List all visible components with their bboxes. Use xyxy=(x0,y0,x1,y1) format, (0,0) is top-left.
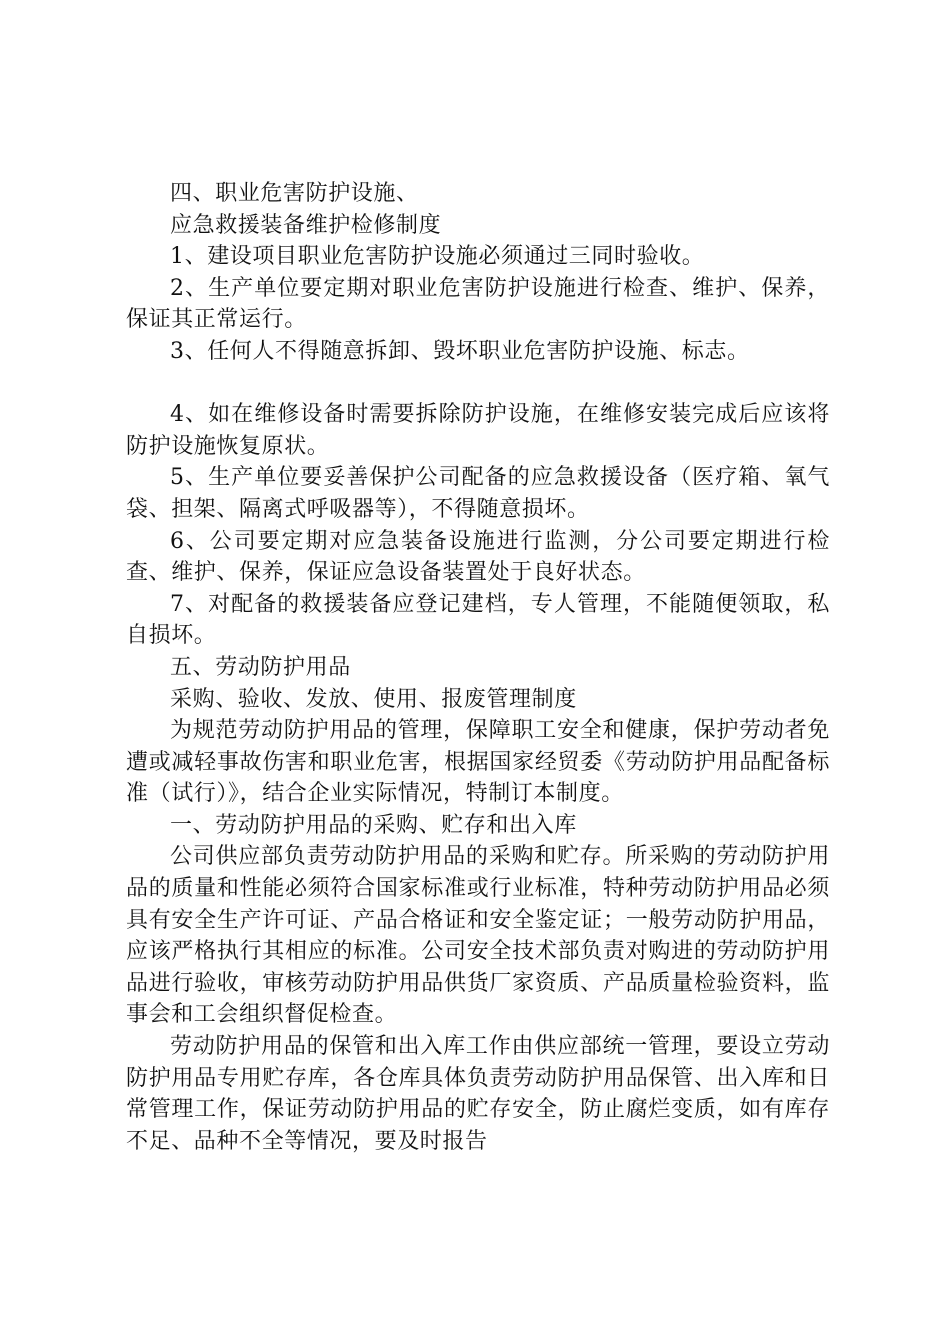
paragraph: 3、任何人不得随意拆卸、毁坏职业危害防护设施、标志。 xyxy=(170,338,750,364)
paragraph: 7、对配备的救援装备应登记建档，专人管理，不能随便领取，私自损坏。 xyxy=(126,591,830,649)
subsection-heading: 一、劳动防护用品的采购、贮存和出入库 xyxy=(170,812,577,838)
section-heading: 四、职业危害防护设施、 xyxy=(170,181,419,206)
section-heading: 采购、验收、发放、使用、报废管理制度 xyxy=(170,686,577,712)
paragraph: 1、建设项目职业危害防护设施必须通过三同时验收。 xyxy=(170,244,705,270)
paragraph: 公司供应部负责劳动防护用品的采购和贮存。所采购的劳动防护用品的质量和性能必须符合国家标准或行业标准，特种劳动防护用品必须具有安全生产许可证、产品合格证和安全鉴定证；一般劳动防护用品，应该严格执行其相应的标准。公司安全技术部负责对购进的劳动防护用品进行验收，审核劳动防护用品供货厂家资质、产品质量检验资料，监事会和工会组织督促检查。 xyxy=(126,844,830,1028)
section-heading: 五、劳动防护用品 xyxy=(170,654,351,680)
document-body xyxy=(126,178,830,1157)
paragraph: 劳动防护用品的保管和出入库工作由供应部统一管理，要设立劳动防护用品专用贮存库，各仓库具体负责劳动防护用品保管、出入库和日常管理工作，保证劳动防护用品的贮存安全，防止腐烂变质，如有库存不足、品种不全等情况，要及时报告 xyxy=(126,1034,830,1154)
blank-line xyxy=(126,368,830,400)
section-heading: 应急救援装备维护检修制度 xyxy=(170,212,442,238)
paragraph: 4、如在维修设备时需要拆除防护设施，在维修安装完成后应该将防护设施恢复原状。 xyxy=(126,402,830,459)
paragraph: 为规范劳动防护用品的管理，保障职工安全和健康，保护劳动者免遭或减轻事故伤害和职业危害，根据国家经贸委《劳动防护用品配备标准（试行）》，结合企业实际情况，特制订本制度。 xyxy=(126,718,830,807)
paragraph: 2、生产单位要定期对职业危害防护设施进行检查、维护、保养，保证其正常运行。 xyxy=(126,275,830,333)
paragraph: 5、生产单位要妥善保护公司配备的应急救援设备（医疗箱、氧气袋、担架、隔离式呼吸器等），不得随意损坏。 xyxy=(126,465,830,522)
paragraph: 6、公司要定期对应急装备设施进行监测，分公司要定期进行检查、维护、保养，保证应急设备装置处于良好状态。 xyxy=(126,528,830,586)
